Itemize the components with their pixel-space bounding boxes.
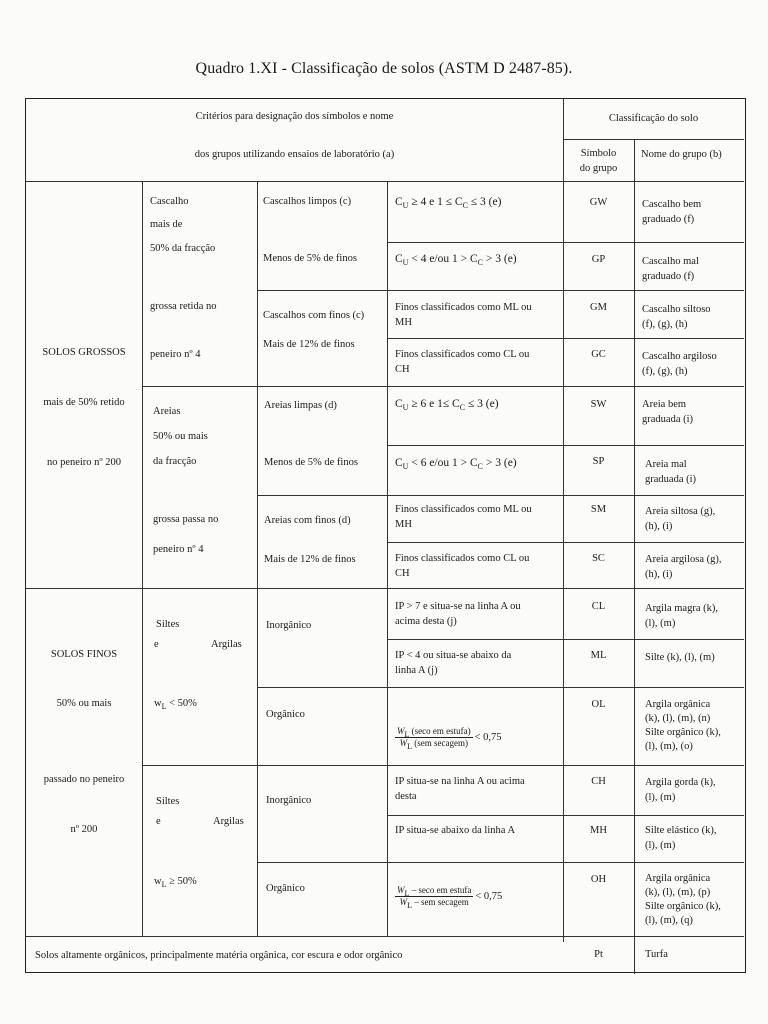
oh-fraction: $\frac{\text{WL – seco em estufa}}{\text{WL – sem secagem}}$ [397, 885, 472, 910]
oh-criteria: $\frac{\text{WL – seco em estufa}}{\text{WL – sem secagem}}$ < 0,75 [397, 885, 503, 910]
header-classification: Classificação do solo [608, 113, 699, 124]
gravel-clean-fines: Menos de 5% de finos [263, 253, 357, 264]
grid-line [142, 765, 744, 766]
low-clays: Argilas [211, 639, 242, 650]
ol-symbol: OL [591, 699, 606, 710]
grid-line [26, 181, 744, 182]
ml-name: Silte (k), (l), (m) [645, 652, 715, 663]
sw-criteria: $C_U \ge 6$ e $1\le C_C \le 3$ (e) [395, 398, 499, 412]
grid-line [387, 639, 744, 640]
low-wl-sub: L [161, 702, 167, 711]
cl-criteria: IP > 7 e situa-se na linha A ou acima desta (j) [395, 601, 521, 627]
gm-symbol: GM [590, 302, 607, 313]
fine-soils-label: SOLOS FINOS [50, 649, 118, 660]
grid-line [387, 542, 744, 543]
header-criteria-line1: Critérios para designação dos símbolos e nome [195, 111, 394, 122]
ol-fraction: $\frac{\text{WL (seco em estufa)}}{\text{WL (sem secagem)}}$ [397, 726, 471, 751]
oh-symbol: OH [590, 874, 607, 885]
grid-line [257, 862, 744, 863]
grid-line [387, 815, 744, 816]
sand-with-fines-pct: Mais de 12% de finos [264, 554, 356, 565]
soil-classification-table [25, 98, 746, 973]
mh-criteria: IP situa-se abaixo da linha A [395, 825, 516, 836]
ml-criteria: IP < 4 ou situa-se abaixo da linha A (j) [395, 650, 512, 676]
high-wl-w: w [154, 876, 162, 887]
organic-high: Orgânico [266, 883, 305, 894]
sand-with-fines: Areias com finos (d) [264, 515, 351, 526]
gravel-with-fines-pct: Mais de 12% de finos [263, 339, 355, 350]
sand-l2: 50% ou mais [153, 431, 208, 442]
ch-name: Argila gorda (k), (l), (m) [645, 777, 716, 803]
pt-symbol: Pt [594, 949, 603, 960]
header-symbol-line1: Símbolo [580, 148, 617, 159]
pt-name: Turfa [645, 949, 668, 960]
gm-criteria: Finos classificados como ML ou MH [395, 302, 532, 328]
low-silts: Siltes [156, 619, 180, 630]
grid-line [257, 181, 258, 936]
sp-name: Areia mal graduada (i) [645, 459, 697, 485]
gc-name: Cascalho argiloso (f), (g), (h) [642, 351, 717, 377]
gravel-l5: peneiro nº 4 [150, 349, 201, 360]
cl-name: Argila magra (k), (l), (m) [645, 603, 718, 629]
sand-clean: Areias limpas (d) [264, 400, 337, 411]
grid-line [634, 139, 635, 974]
gravel-with-fines: Cascalhos com finos (c) [263, 310, 365, 321]
grid-line [142, 386, 744, 387]
gc-symbol: GC [591, 349, 606, 360]
header-criteria-line2: dos grupos utilizando ensaios de laboratório (a) [194, 149, 395, 160]
organic-low: Orgânico [266, 709, 305, 720]
sp-symbol: SP [592, 456, 605, 467]
low-wl [154, 696, 254, 711]
pt-description: Solos altamente orgânicos, principalmente matéria orgânica, cor escura e odor orgânico [35, 950, 403, 961]
gravel-l3: 50% da fracção [150, 243, 216, 254]
ol-name: Argila orgânica (k), (l), (m), (n) Silte orgânico (k), (l), (m), (o) [645, 699, 721, 752]
sand-l5: peneiro nº 4 [153, 544, 204, 555]
high-wl-sub: L [161, 880, 167, 889]
coarse-soils-label: SOLOS GROSSOS [42, 347, 126, 358]
sw-name: Areia bem graduada (i) [642, 399, 694, 425]
high-wl [154, 874, 254, 889]
header-symbol [563, 146, 634, 176]
cl-symbol: CL [591, 601, 606, 612]
grid-line [257, 687, 744, 688]
high-silts: Siltes [156, 796, 180, 807]
high-e: e [156, 816, 161, 827]
sw-symbol: SW [590, 399, 607, 410]
ml-symbol: ML [590, 650, 607, 661]
mh-symbol: MH [590, 825, 607, 836]
sc-symbol: SC [592, 553, 605, 564]
gw-criteria: $C_U \ge 4$ e $1 \le C_C \le 3$ (e) [395, 196, 502, 210]
gp-name: Cascalho mal graduado (f) [642, 256, 699, 282]
low-wl-w: w [154, 698, 162, 709]
sand-clean-fines: Menos de 5% de finos [264, 457, 358, 468]
header-symbol-line2: do grupo [579, 163, 618, 174]
grid-line [387, 242, 744, 243]
sm-criteria: Finos classificados como ML ou MH [395, 504, 532, 530]
ch-criteria: IP situa-se na linha A ou acima desta [395, 776, 525, 802]
grid-line [26, 936, 744, 937]
high-wl-cond: ≥ 50% [166, 876, 197, 887]
sc-name: Areia argilosa (g), (h), (i) [645, 554, 722, 580]
gp-criteria: $C_U < 4$ e/ou $1 > C_C > 3$ (e) [395, 253, 517, 267]
grid-line [142, 181, 143, 936]
grid-line [257, 495, 744, 496]
high-clays: Argilas [213, 816, 244, 827]
sm-name: Areia siltosa (g), (h), (i) [645, 506, 716, 532]
inorganic-low: Inorgânico [266, 620, 312, 631]
gravel-l2: mais de [150, 219, 183, 230]
grid-line [387, 338, 744, 339]
grid-line [387, 445, 744, 446]
oh-name: Argila orgânica (k), (l), (m), (p) Silte orgânico (k), (l), (m), (q) [645, 873, 721, 926]
gp-symbol: GP [591, 254, 606, 265]
sc-criteria: Finos classificados como CL ou CH [395, 553, 530, 579]
gw-symbol: GW [589, 197, 608, 208]
gc-criteria: Finos classificados como CL ou CH [395, 349, 530, 375]
coarse-soils-sub1: mais de 50% retido [43, 397, 125, 408]
sm-symbol: SM [590, 504, 607, 515]
low-wl-cond: < 50% [166, 698, 197, 709]
gravel-l1: Cascalho [150, 196, 189, 207]
table-title: Quadro 1.XI - Classificação de solos (ASTM D 2487-85). [195, 60, 573, 77]
gw-name: Cascalho bem graduado (f) [642, 199, 702, 225]
ol-criteria: $\frac{\text{WL (seco em estufa)}}{\text{WL (sem secagem)}}$ < 0,75 [397, 726, 502, 751]
fine-soils-sub2: passado no peneiro [43, 774, 125, 785]
grid-line [563, 139, 744, 140]
grid-line [26, 588, 744, 589]
gravel-l4: grossa retida no [150, 301, 217, 312]
mh-name: Silte elástico (k), (l), (m) [645, 825, 717, 851]
fine-soils-sub3: nº 200 [70, 824, 98, 835]
sand-l3: da fracção [153, 456, 197, 467]
low-e: e [154, 639, 159, 650]
grid-line [387, 181, 388, 936]
sand-l1: Areias [153, 406, 181, 417]
sp-criteria: $C_U < 6$ e/ou $1 > C_C > 3$ (e) [395, 457, 517, 471]
gravel-clean: Cascalhos limpos (c) [263, 196, 352, 207]
sand-l4: grossa passa no [153, 514, 219, 525]
coarse-soils-sub2: no peneiro nº 200 [46, 457, 122, 468]
fine-soils-sub1: 50% ou mais [56, 698, 112, 709]
grid-line [257, 290, 744, 291]
gm-name: Cascalho siltoso (f), (g), (h) [642, 304, 711, 330]
ch-symbol: CH [591, 776, 606, 787]
header-group-name: Nome do grupo (b) [641, 149, 722, 160]
inorganic-high: Inorgânico [266, 795, 312, 806]
